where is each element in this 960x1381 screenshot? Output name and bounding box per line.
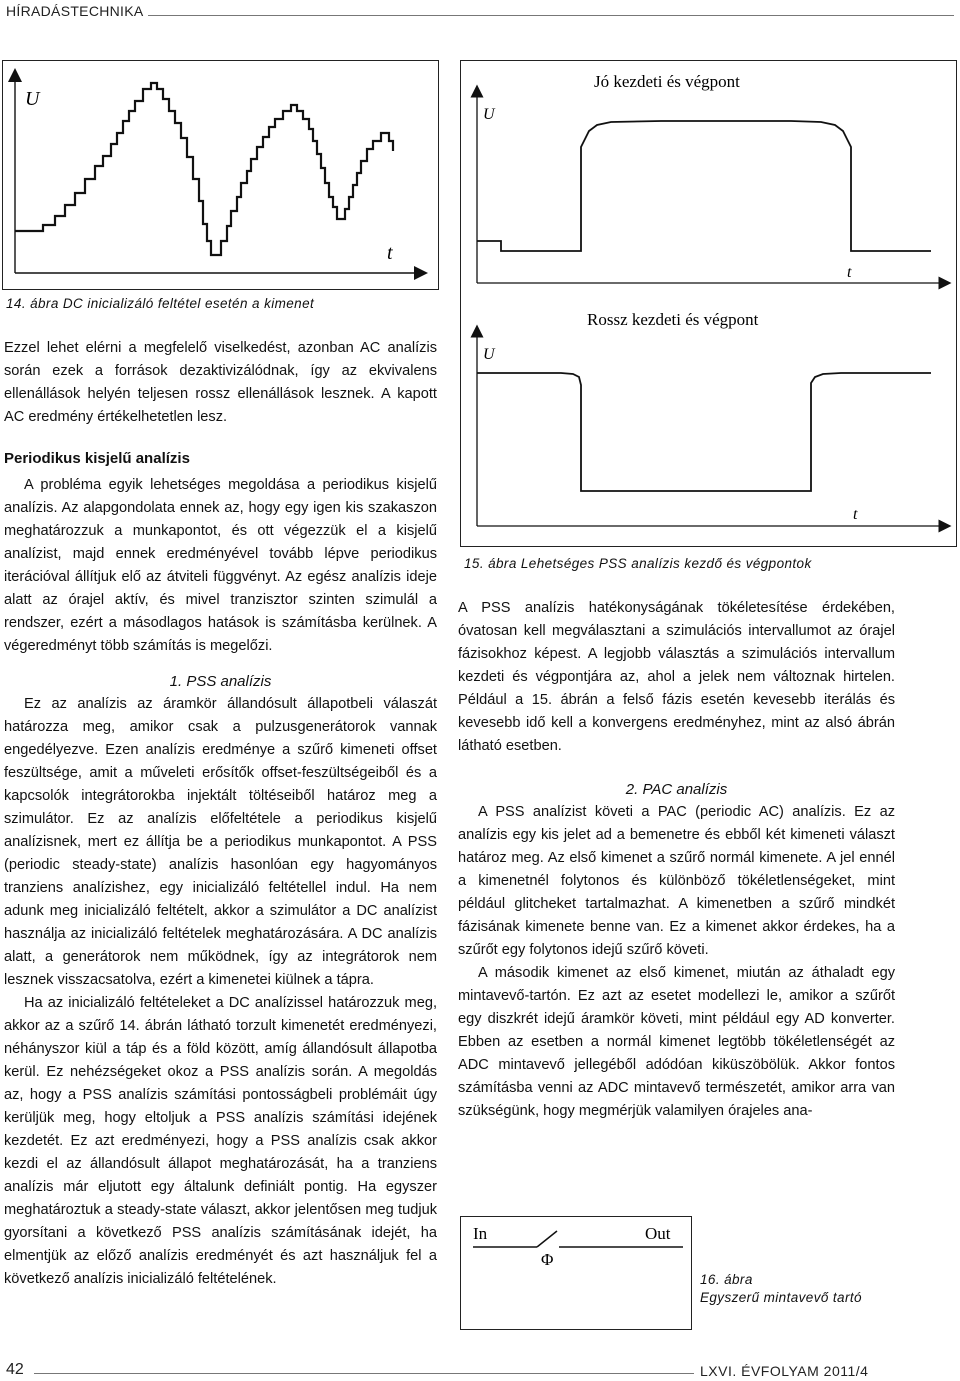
figure-16-caption-line2: Egyszerű mintavevő tartó xyxy=(700,1290,862,1305)
figure-16-caption-line1: 16. ábra xyxy=(700,1272,753,1287)
sample-hold-circuit xyxy=(461,1217,691,1329)
in-label: In xyxy=(473,1224,488,1243)
left-paragraph-1: Ezzel lehet elérni a megfelelő viselkedést, azonban AC analízis során ezek a források dezaktivizálódnak, így az ekvivalens ellenállások helyén teljesen rossz ellenállások lesznek. A kapott AC eredmény értékelhetetlen lesz. xyxy=(4,340,437,425)
out-label: Out xyxy=(645,1224,671,1243)
axis-label-u: U xyxy=(25,88,40,110)
right-paragraph-1: A PSS analízis hatékonyságának tökéletesítése érdekében, óvatosan kell megválasztani a szimulációs intervallumot az órajel fázisokhoz képest. A legjobb választás a szimulációs intervallum kezdeti és végpontjára az, ahol a jelek nem változnak hirtelen. Például a 15. ábrán a felső fázis esetén kevesebb iterálás és kevesebb idő kell a konvergens eredményhez, mint az alsó ábrán látható esetben. xyxy=(458,600,895,754)
header-rule xyxy=(148,15,954,16)
bottom-waveform xyxy=(477,373,931,491)
left-column xyxy=(4,337,437,1291)
footer-rule xyxy=(34,1373,694,1374)
page-number: 42 xyxy=(6,1361,24,1378)
section-heading-pac: 2. PAC analízis xyxy=(625,781,728,798)
section-heading-periodikus: Periodikus kisjelű analízis xyxy=(4,450,190,467)
right-paragraph-3: A második kimenet az első kimenet, miután az áthaladt egy mintavevő-tartón. Ez azt az esetet modellezi le, amikor a szűrőt egy diszkrét idejű áramkör követi, mint például egy AD konverter. Ebben az esetben a normál kimenet legtöbb tökéletlenségét az ADC mintavevő jellegéből adódóan kiküszöbölük. Akkor fontos számításba venni az ADC mintavevő természetét, amikor arra van szükségünk, hogy megmérjük valamilyen órajeles ana- xyxy=(458,965,895,1119)
figure-15-caption: 15. ábra Lehetséges PSS analízis kezdő és végpontok xyxy=(464,556,812,571)
switch-blade xyxy=(537,1231,557,1247)
left-paragraph-3: Ez az analízis az áramkör állandósult állapotbeli válaszát határozza meg, amikor csak a pulzusgenerátorok vannak engedélyezve. Ezen analízis eredménye a szűrő kimeneti offset feszültsége, amit a műveleti erősítők offset-feszültségeiből és a kapcsolók integrátorokba injektált töltéseiből határoz meg a szimulátor. Ez az analízis előfeltétele a periodikus kisjelű analízisnek, mert ez állítja be a periodikus munkapontot. A PSS (periodic steady-state) analízis hasonlóan egy hagyományos tranziens analízishez, egy inicializáló feltétellel indul. Ha nem adunk meg inicializáló feltételt, akkor a szimulátor a DC analízist használja az inicializáló feltételek meghatározására. A DC analízis alatt, a generátorok nem működnek, így az integrátorok nem lesznek visszacsatolva, ezért a kimenetei kiülnek a tápra. xyxy=(4,696,437,988)
left-paragraph-4: Ha az inicializáló feltételeket a DC analízissel határozzuk meg, akkor az a szűrő 14. ábrán látható torzult kimenetét eredményezi, néhányszor kiül a táp és a föld között, amíg állandósult állapotba kerül. Ez nehézségeket okoz a PSS analízis során. A megoldás az, hogy a PSS analízis számítási pontosságbeli problémáit úgy kerüljük meg, hogy eltoljuk a PSS analízis számítási idejének kezdetét. Ez azt eredményezi, hogy a PSS analízis csak akkor kezdi el az állandósult állapot meghatározását, ha a tranziens analízis már eljutott egy általunk definiált pontig. Ha egyszer meghatároztuk a steady-state választ, akkor jelentősen meg tudjuk gyorsítani a következő PSS analízis számításának idejét, ha elmentjük az előző analízis eredményét és azt használjuk fel a következő analízis inicializáló feltételének. xyxy=(4,995,437,1287)
issue-label: LXVI. ÉVFOLYAM 2011/4 xyxy=(700,1363,869,1379)
left-paragraph-2: A probléma egyik lehetséges megoldása a periodikus kisjelű analízis. Az alapgondolata ennek az, hogy egy igen kis szakaszon meghatározzuk a munkapontot, és ott végezzük el a kisjelű analízist, majd ennek eredményével tovább lépve periodikus iterációval állítjuk elő az átviteli függvényt. Az egész analízis ideje alatt az órajel aktív, és mivel tranzisztor szinten szimulál a rendszer, ezért a másodlagos hatások is számításba kerülnek. A végeredményt több számítás is megelőzi. xyxy=(4,477,437,654)
bottom-axis-label-t: t xyxy=(853,506,858,523)
figure-14-caption: 14. ábra DC inicializáló feltétel esetén a kimenet xyxy=(6,296,315,311)
figure-14 xyxy=(2,60,439,290)
figure-16 xyxy=(460,1216,692,1330)
top-axis-label-t: t xyxy=(847,264,852,281)
figure-16-caption xyxy=(700,1271,862,1307)
figure-15 xyxy=(460,60,957,547)
figure-15-plots xyxy=(461,61,956,546)
right-paragraph-2: A PSS analízist követi a PAC (periodic AC) analízis. Ez az analízis egy kis jelet ad a bemenetre és ebből két kimeneti választ határoz meg. Az első kimenet a szűrő normál kimenete. A jel ennél a kimenetnél folytonos és különböző tökéletlenségeket, mint például glitcheket tartalmazhat. A kimenetben a szűrő mindkét fázisának kimenete benne van. Ez a kimenet akkor érdekes, ha a szűrőt egy folytonos idejű szűrő követi. xyxy=(458,804,895,958)
section-heading-pss: 1. PSS analízis xyxy=(169,673,272,690)
bottom-axis-label-u: U xyxy=(483,346,495,363)
bottom-plot-title: Rossz kezdeti és végpont xyxy=(587,310,759,329)
top-waveform xyxy=(477,121,931,251)
top-plot-title: Jó kezdeti és végpont xyxy=(594,72,740,91)
phi-label: Φ xyxy=(541,1250,554,1269)
right-column xyxy=(458,597,895,1123)
axis-label-t: t xyxy=(387,242,393,264)
distorted-output-waveform xyxy=(15,83,393,255)
running-header: HÍRADÁSTECHNIKA xyxy=(6,3,144,19)
top-axis-label-u: U xyxy=(483,106,495,123)
figure-14-plot xyxy=(3,61,438,289)
